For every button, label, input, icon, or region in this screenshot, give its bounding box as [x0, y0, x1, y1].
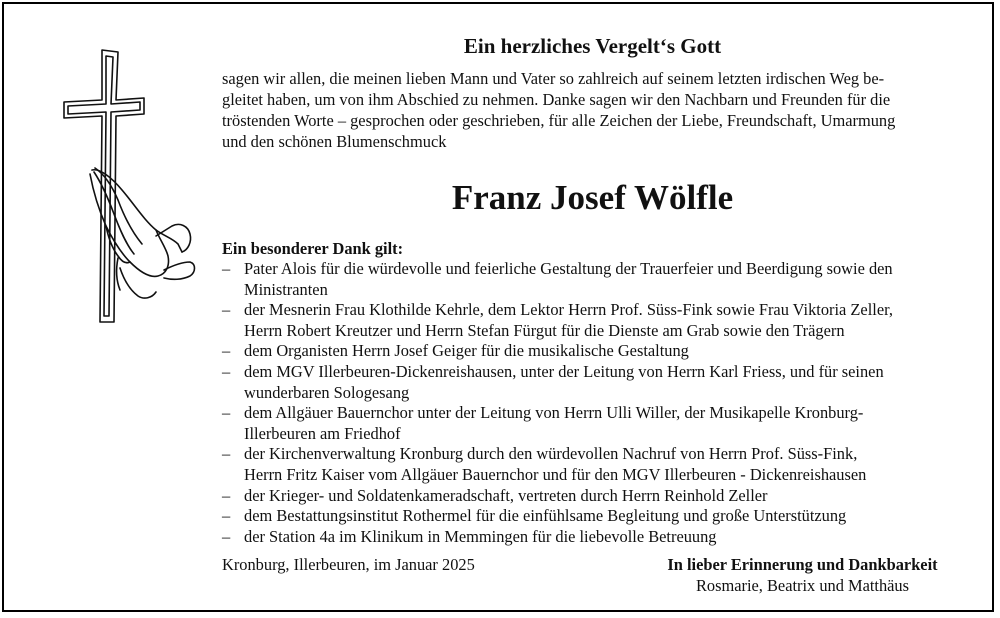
thanks-item-line: Ministranten — [244, 279, 328, 299]
dash-bullet: – — [222, 444, 231, 464]
dash-bullet: – — [222, 361, 231, 381]
thanks-item-line: der Station 4a im Klinikum in Memmingen für die liebevolle Betreuung — [244, 526, 717, 546]
deceased-name: Franz Josef Wölfle — [451, 178, 734, 217]
dash-bullet: – — [222, 300, 231, 320]
thanks-item — [222, 341, 964, 362]
cross-praying-hands-icon — [60, 40, 210, 340]
thanks-item-line: der Krieger- und Soldatenkameradschaft, vertreten durch Herrn Reinhold Zeller — [244, 485, 768, 505]
thanks-item — [222, 300, 964, 341]
intro-line: gleitet haben, um von ihm Abschied zu nehmen. Danke sagen wir den Nachbarn und Freunden für die — [222, 90, 891, 109]
thanks-item-line: Pater Alois für die würdevolle und feierliche Gestaltung der Trauerfeier und Beerdigung sowie den — [244, 259, 893, 278]
dash-bullet: – — [222, 341, 231, 361]
thanks-item — [222, 362, 964, 403]
closing-block — [640, 554, 965, 596]
thanks-item — [222, 486, 964, 507]
thanks-item-line: der Mesnerin Frau Klothilde Kehrle, dem Lektor Herrn Prof. Süss-Fink sowie Frau Viktoria Zeller, — [244, 300, 893, 320]
thanks-list — [222, 259, 964, 547]
intro-line: tröstenden Worte – gesprochen oder geschrieben, für alle Zeichen der Liebe, Freundschaft, Umarmung — [222, 111, 896, 130]
dash-bullet: – — [222, 259, 231, 278]
thanks-item-line: dem Organisten Herrn Josef Geiger für die musikalische Gestaltung — [244, 341, 689, 361]
thanks-item-line: Herrn Fritz Kaiser vom Allgäuer Bauernchor und für den MGV Illerbeuren - Dickenreishausen — [244, 464, 867, 484]
thanks-item — [222, 527, 964, 548]
thanks-item — [222, 259, 964, 300]
thanks-item — [222, 506, 964, 527]
dash-bullet: – — [222, 506, 231, 526]
dash-bullet: – — [222, 403, 231, 423]
thanks-item-line: wunderbaren Sologesang — [244, 382, 410, 402]
thanks-item-line: der Kirchenverwaltung Kronburg durch den würdevollen Nachruf von Herrn Prof. Süss-Fink, — [244, 444, 858, 464]
thanks-item-line: dem MGV Illerbeuren-Dickenreishausen, unter der Leitung von Herrn Karl Friess, und für seinen — [244, 361, 884, 381]
notice-heading: Ein herzliches Vergelt‘s Gott — [463, 34, 722, 58]
dash-bullet: – — [222, 485, 231, 505]
thanks-item — [222, 444, 964, 485]
thanks-item-line: dem Allgäuer Bauernchor unter der Leitung von Herrn Ulli Willer, der Musikapelle Kronburg- — [244, 403, 864, 423]
place-date: Kronburg, Illerbeuren, im Januar 2025 — [222, 555, 475, 574]
thanks-heading: Ein besonderer Dank gilt: — [222, 239, 404, 258]
thanks-item-line: dem Bestattungsinstitut Rothermel für die einfühlsame Begleitung und große Unterstützung — [244, 506, 847, 526]
thanks-item-line: Illerbeuren am Friedhof — [244, 423, 401, 443]
thanks-item-line: Herrn Robert Kreutzer und Herrn Stefan Fürgut für die Dienste am Grab sowie den Trägern — [244, 320, 845, 340]
dash-bullet: – — [222, 526, 231, 546]
signatories: Rosmarie, Beatrix und Matthäus — [695, 576, 910, 595]
closing-line: In lieber Erinnerung und Dankbarkeit — [667, 555, 938, 574]
intro-paragraph — [222, 68, 964, 152]
thanks-item — [222, 403, 964, 444]
intro-line: und den schönen Blumenschmuck — [222, 132, 447, 151]
intro-line: sagen wir allen, die meinen lieben Mann und Vater so zahlreich auf seinem letzten irdischen Weg be- — [222, 69, 885, 88]
